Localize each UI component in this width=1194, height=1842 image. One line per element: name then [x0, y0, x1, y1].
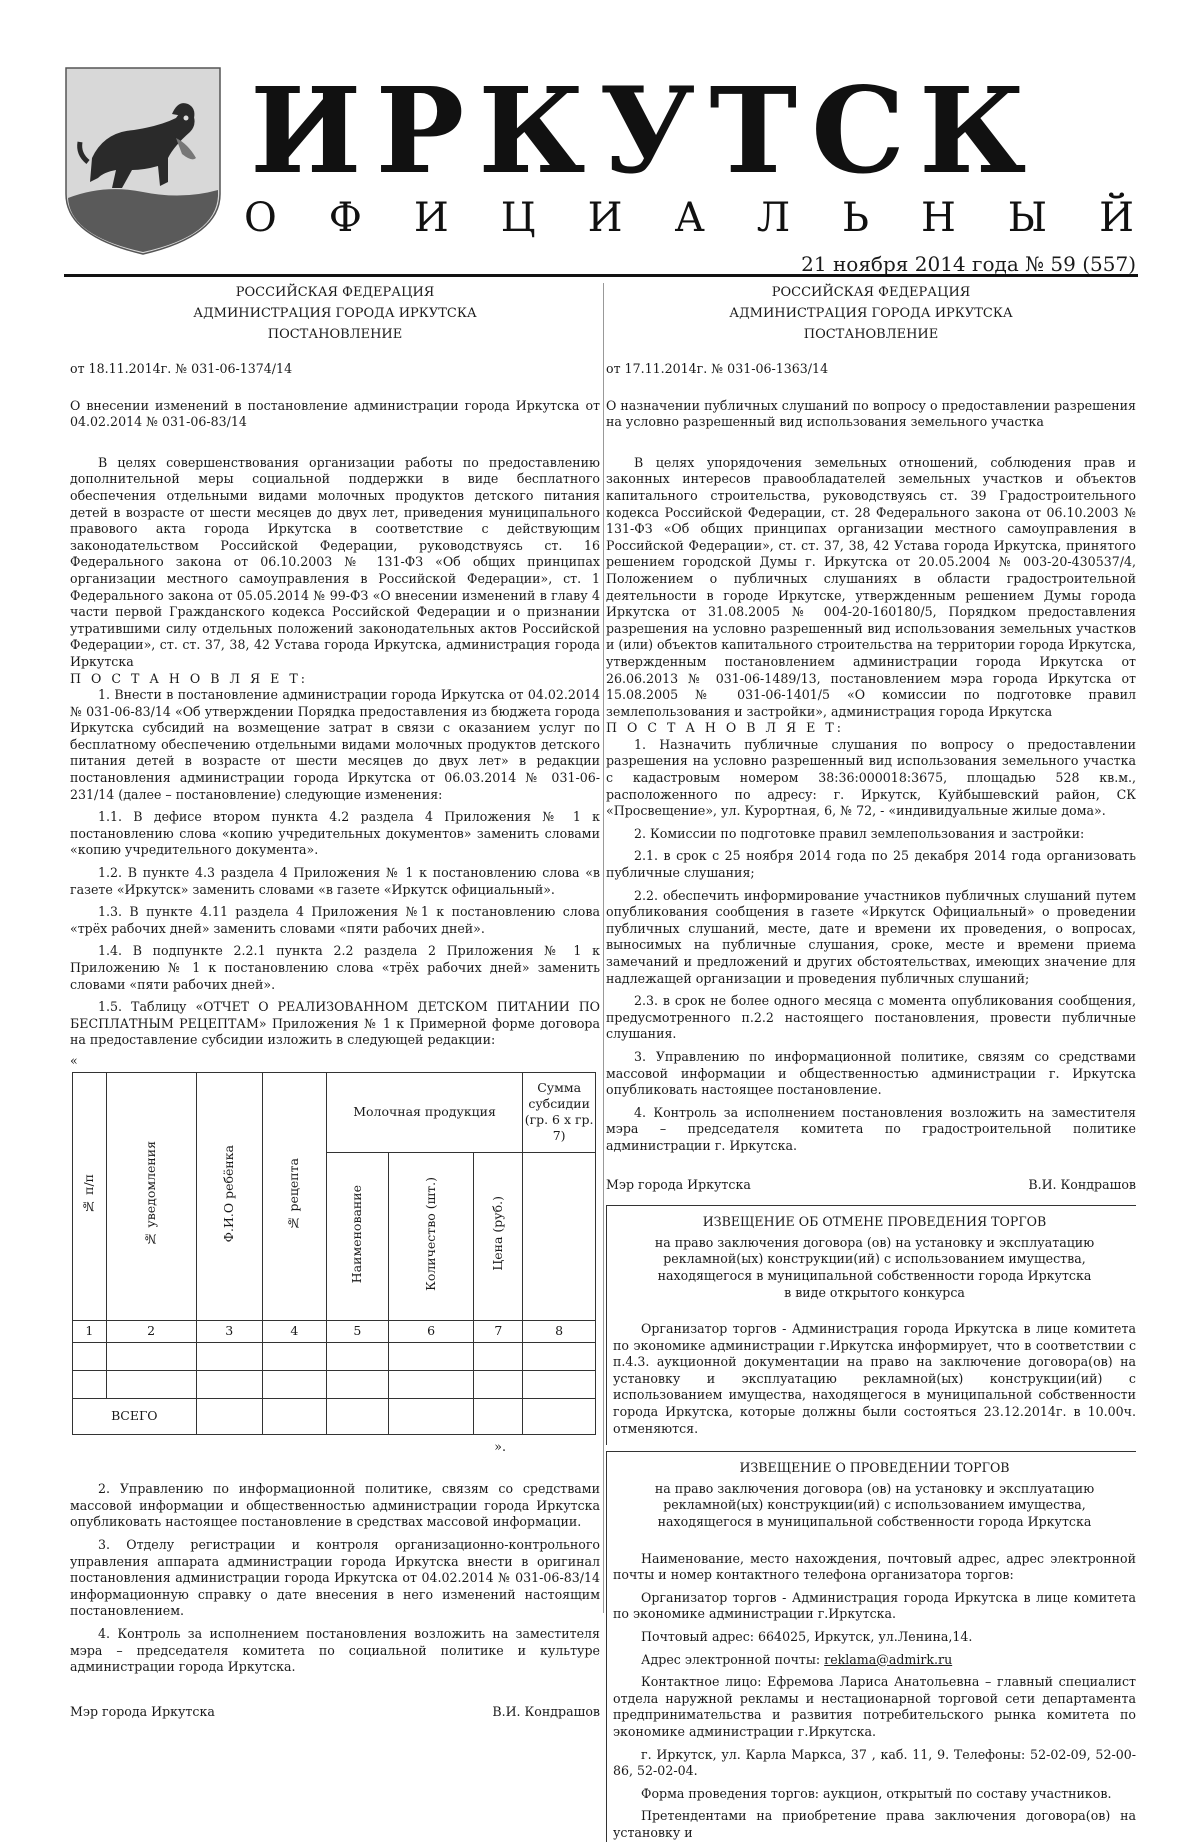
- notice-paragraph: Организатор торгов - Администрация города Иркутска в лице комитета по экономике администрации г.Иркутска.: [613, 1589, 1136, 1622]
- decree-item: 2.1. в срок с 25 ноября 2014 года по 25 декабря 2014 года организовать публичные слушания;: [606, 848, 1136, 881]
- col-number: 7: [474, 1320, 523, 1342]
- sum-header: Сумма субсидии (гр. 6 х гр. 7): [523, 1072, 596, 1152]
- decree-resolves: П О С Т А Н О В Л Я Е Т:: [70, 670, 308, 686]
- notice-subtitle: на право заключения договора (ов) на установку и эксплуатацию рекламной(ых) конструкции(ий) с использованием имущества, находящегося в муниципальной собственности города Иркутска в виде открытого конкурса: [654, 1234, 1095, 1300]
- notice-body: Организатор торгов - Администрация города Иркутска в лице комитета по экономике администрации г.Иркутска информирует, что в соответствии с п.4.3. аукционной документации на право на заключение договора(ов) на установку и эксплуатацию рекламной(ых) конструкции(ий) с использованием имущества, находящегося в муниципальной собственности города Иркутска, которые должны были состояться 23.12.2014г. в 10.00ч. отменяются.: [613, 1321, 1136, 1436]
- decree-item: 1.1. В дефисе втором пункта 4.2 раздела 4 Приложения № 1 к постановлению слова «копию учредительных документов» заменить словами «копию учредительного документа».: [70, 809, 600, 858]
- header-line: РОССИЙСКАЯ ФЕДЕРАЦИЯ: [235, 285, 435, 300]
- header-line: РОССИЙСКАЯ ФЕДЕРАЦИЯ: [771, 285, 971, 300]
- decree-item: 2.2. обеспечить информирование участников публичных слушаний путем опубликования сообщения в газете «Иркутск Официальный» о проведении публичных слушаний, месте, дате и времени их проведения, о вопросах, выносимых на публичные слушания, сроке, месте и времени приема замечаний и предложений и других обстоятельствах, имеющих значение для надлежащей организации и проведения публичных слушаний;: [606, 887, 1136, 986]
- col-number: 2: [106, 1320, 196, 1342]
- col-header: № п/п: [73, 1072, 107, 1320]
- notice-subtitle: на право заключения договора (ов) на установку и эксплуатацию рекламной(ых) конструкции(ий) с использованием имущества, находящегося в муниципальной собственности города Иркутска: [654, 1480, 1095, 1530]
- subtitle-letter: Ы: [1007, 195, 1048, 241]
- notice-title: ИЗВЕЩЕНИЕ О ПРОВЕДЕНИИ ТОРГОВ: [739, 1460, 1010, 1476]
- col-number: 8: [523, 1320, 596, 1342]
- col-number: 5: [326, 1320, 388, 1342]
- masthead-rule: [64, 274, 1138, 277]
- decree-preamble: В целях упорядочения земельных отношений, соблюдения прав и законных интересов правообладателей земельных участков и объектов капитального строительства, руководствуясь ст. 39 Градостроительного кодекса Российской Федерации, ст. 28 Федерального закона от 06.10.2003 № 131-ФЗ «Об общих принципах организации местного самоуправления в Российской Федерации», ст. ст. 37, 38, 42 Устава города Иркутска, принятого решением городской Думы г. Иркутска от 20.05.2004 № 003-20-430537/4, Положением о публичных слушаниях в области градостроительной деятельности в городе Иркутске, утвержденным решением Думы города Иркутска от 31.08.2005 № 004-20-160180/5, Порядком предоставления разрешения на условно разрешенный вид использования земельных участков и (или) объектов капитального строительства на территории города Иркутска, утвержденным постановлением администрации города Иркутска от 26.06.2013 № 031-06-1489/13, постановлением мэра города Иркутска от 15.08.2005 № 031-06-1401/5 «О комиссии по подготовке правил землепользования и застройки», администрация города Иркутска: [606, 454, 1136, 719]
- issue-date-number: 21 ноября 2014 года № 59 (557): [801, 252, 1136, 276]
- notice-paragraph: Претендентами на приобретение права заключения договора(ов) на установку и: [613, 1808, 1136, 1840]
- email-label: Адрес электронной почты:: [641, 1651, 825, 1667]
- decree-item: 1.4. В подпункте 2.2.1 пункта 2.2 раздела 2 Приложения № 1 к Приложению № 1 к постановлению слова «трёх рабочих дней» заменить словами «пяти рабочих дней».: [70, 943, 600, 992]
- decree-item: 1.2. В пункте 4.3 раздела 4 Приложения № 1 к постановлению слова «в газете «Иркутск» заменить словами «в газете «Иркутск официальный».: [70, 865, 600, 897]
- decree-subject: О внесении изменений в постановление администрации города Иркутска от 04.02.2014 № 031-06-83/14: [70, 397, 600, 430]
- col-header: Цена (руб.): [474, 1152, 523, 1320]
- decree-item: 1.3. В пункте 4.11 раздела 4 Приложения №1 к постановлению слова «трёх рабочих дней» заменить словами «пяти рабочих дней».: [70, 904, 600, 936]
- signer-role: Мэр города Иркутска: [70, 1703, 215, 1719]
- signer-role: Мэр города Иркутска: [606, 1176, 751, 1192]
- signer-name: В.И. Кондрашов: [1028, 1176, 1136, 1192]
- total-label: ВСЕГО: [73, 1398, 197, 1434]
- decree-number: от 18.11.2014г. № 031-06-1374/14: [70, 361, 293, 376]
- group-header: Молочная продукция: [326, 1072, 522, 1152]
- decree-number: от 17.11.2014г. № 031-06-1363/14: [606, 361, 829, 376]
- col-number: 3: [196, 1320, 262, 1342]
- notice-paragraph: Контактное лицо: Ефремова Лариса Анатольевна – главный специалист отдела наружной рекламы и нестационарной торговой сети департамента предпринимательства и развития потребительского рынка комитета по экономике администрации г.Иркутска.: [613, 1674, 1136, 1739]
- table-row: [73, 1398, 596, 1434]
- decree-item: 3. Управлению по информационной политике, связям со средствами массовой информации и общественностью администрации г. Иркутска опубликовать настоящее постановление.: [606, 1048, 1136, 1098]
- col-number: 1: [73, 1320, 107, 1342]
- newspaper-subtitle: [244, 195, 1134, 241]
- notice-paragraph: Почтовый адрес: 664025, Иркутск, ул.Ленина,14.: [641, 1629, 973, 1644]
- email-link[interactable]: reklama@admirk.ru: [824, 1651, 953, 1667]
- subtitle-letter: Л: [756, 195, 791, 241]
- decree-header: [606, 282, 1136, 345]
- decree-item: 1. Внести в постановление администрации города Иркутска от 04.02.2014 № 031-06-83/14 «Об утверждении Порядка предоставления из бюджета города Иркутска субсидий на возмещение затрат в связи с оказанием услуг по бесплатному обеспечению отдельными видами молочных продуктов детского питания детей в возрасте от шести месяцев до двух лет» в редакции постановления администрации города Иркутска от 06.03.2014 № 031-06-231/14 (далее – постановление) следующие изменения:: [70, 687, 600, 802]
- decree-item: 2. Управлению по информационной политике, связям со средствами массовой информации и общественностью администрации города Иркутска опубликовать настоящее постановление в средствах массовой информации.: [70, 1481, 600, 1530]
- notice-paragraph: Наименование, место нахождения, почтовый адрес, адрес электронной почты и номер контактного телефона организатора торгов:: [613, 1550, 1136, 1583]
- decree-item: 2.3. в срок не более одного месяца с момента опубликования сообщения, предусмотренного п.2.2 настоящего постановления, провести публичные слушания.: [606, 993, 1136, 1042]
- table-row: [73, 1342, 596, 1370]
- header-line: АДМИНИСТРАЦИЯ ГОРОДА ИРКУТСКА: [729, 306, 1013, 321]
- column-divider: [603, 283, 604, 1613]
- decree-item: 3. Отделу регистрации и контроля организационно-контрольного управления аппарата администрации города Иркутска внести в оригинал постановления администрации города Иркутска от 04.02.2014 № 031-06-83/14 информационную справку о дате внесения в него изменений настоящим постановлением.: [70, 1536, 600, 1619]
- col-header: № уведомления: [106, 1072, 196, 1320]
- city-coat-of-arms: [64, 66, 222, 256]
- notice-paragraph: [613, 1652, 1136, 1669]
- col-number: 6: [388, 1320, 474, 1342]
- notice-cancel-tender: [606, 1205, 1136, 1445]
- decree-item: 1. Назначить публичные слушания по вопросу о предоставлении разрешения на условно разрешенный вид использования земельного участка с кадастровым номером 38:36:000018:3675, площадью 528 кв.м., расположенного по адресу: г. Иркутск, Куйбышевский район, СК «Просвещение», ул. Курортная, 6, № 72, - «индивидуальные жилые дома».: [606, 736, 1136, 819]
- decree-subject: О назначении публичных слушаний по вопросу о предоставлении разрешения на условно разрешенный вид использования земельного участка: [606, 397, 1136, 430]
- subtitle-letter: И: [587, 195, 623, 241]
- header-line: ПОСТАНОВЛЕНИЕ: [803, 327, 939, 342]
- subtitle-letter: Й: [1099, 195, 1134, 241]
- signature: [70, 1704, 600, 1721]
- left-column: [70, 282, 600, 1720]
- close-quote: ».: [494, 1438, 506, 1454]
- subtitle-letter: И: [413, 195, 449, 241]
- notice-paragraph: г. Иркутск, ул. Карла Маркса, 37 , каб. 11, 9. Телефоны: 52-02-09, 52-00-86, 52-02-04.: [613, 1746, 1136, 1779]
- decree-item: 1.5. Таблицу «ОТЧЕТ О РЕАЛИЗОВАННОМ ДЕТСКОМ ПИТАНИИ ПО БЕСПЛАТНЫМ РЕЦЕПТАМ» Приложения № 1 к Примерной форме договора на предоставление субсидии изложить в следующей редакции:: [70, 999, 600, 1048]
- subtitle-letter: Ц: [500, 195, 536, 241]
- newspaper-title: ИРКУТСК: [250, 61, 1041, 200]
- col-header: № рецепта: [262, 1072, 326, 1320]
- decree-item: 2. Комиссии по подготовке правил землепользования и застройки:: [634, 825, 1085, 841]
- col-number: 4: [262, 1320, 326, 1342]
- subtitle-letter: Ь: [842, 195, 869, 241]
- col-header: Количество (шт.): [388, 1152, 474, 1320]
- notice-tender: [606, 1451, 1136, 1841]
- subtitle-letter: Ф: [328, 195, 362, 241]
- signer-name: В.И. Кондрашов: [492, 1703, 600, 1719]
- decree-item: 4. Контроль за исполнением постановления возложить на заместителя мэра – председателя комитета по градостроительной политике администрации г. Иркутска.: [606, 1104, 1136, 1153]
- decree-header: [70, 282, 600, 345]
- report-table: [72, 1072, 596, 1435]
- notice-title: ИЗВЕЩЕНИЕ ОБ ОТМЕНЕ ПРОВЕДЕНИЯ ТОРГОВ: [702, 1214, 1047, 1230]
- subtitle-letter: Н: [920, 195, 956, 241]
- decree-preamble: В целях совершенствования организации работы по предоставлению дополнительной меры социальной поддержки в виде бесплатного обеспечения отдельными видами молочных продуктов детского питания детей в возрасте от шести месяцев до двух лет, приведения муниципального правового акта города Иркутска в соответствие с действующим законодательством Российской Федерации, руководствуясь ст. 16 Федерального закона от 06.10.2003 № 131-ФЗ «Об общих принципах организации местного самоуправления в Российской Федерации», ст. 1 Федерального закона от 05.05.2014 № 99-ФЗ «О внесении изменений в главу 4 части первой Гражданского кодекса Российской Федерации и о признании утратившими силу отдельных положений законодательных актов Российской Федерации», ст. ст. 37, 38, 42 Устава города Иркутска, администрация города Иркутска: [70, 454, 600, 669]
- notice-paragraph: Форма проведения торгов: аукцион, открытый по составу участников.: [641, 1785, 1112, 1801]
- header-line: ПОСТАНОВЛЕНИЕ: [267, 327, 403, 342]
- subtitle-letter: О: [244, 195, 277, 241]
- col-header: Наименование: [326, 1152, 388, 1320]
- subtitle-letter: А: [674, 195, 705, 241]
- decree-resolves: П О С Т А Н О В Л Я Е Т:: [606, 720, 844, 736]
- table-row: [73, 1320, 596, 1342]
- right-column: [606, 282, 1136, 1842]
- table-cell: [523, 1152, 596, 1320]
- header-line: АДМИНИСТРАЦИЯ ГОРОДА ИРКУТСКА: [193, 306, 477, 321]
- col-header: Ф.И.О ребёнка: [196, 1072, 262, 1320]
- signature: [606, 1177, 1136, 1194]
- open-quote: «: [70, 1052, 78, 1068]
- table-row: [73, 1370, 596, 1398]
- decree-item: 4. Контроль за исполнением постановления возложить на заместителя мэра – председателя комитета по социальной политике и культуре администрации города Иркутска.: [70, 1625, 600, 1675]
